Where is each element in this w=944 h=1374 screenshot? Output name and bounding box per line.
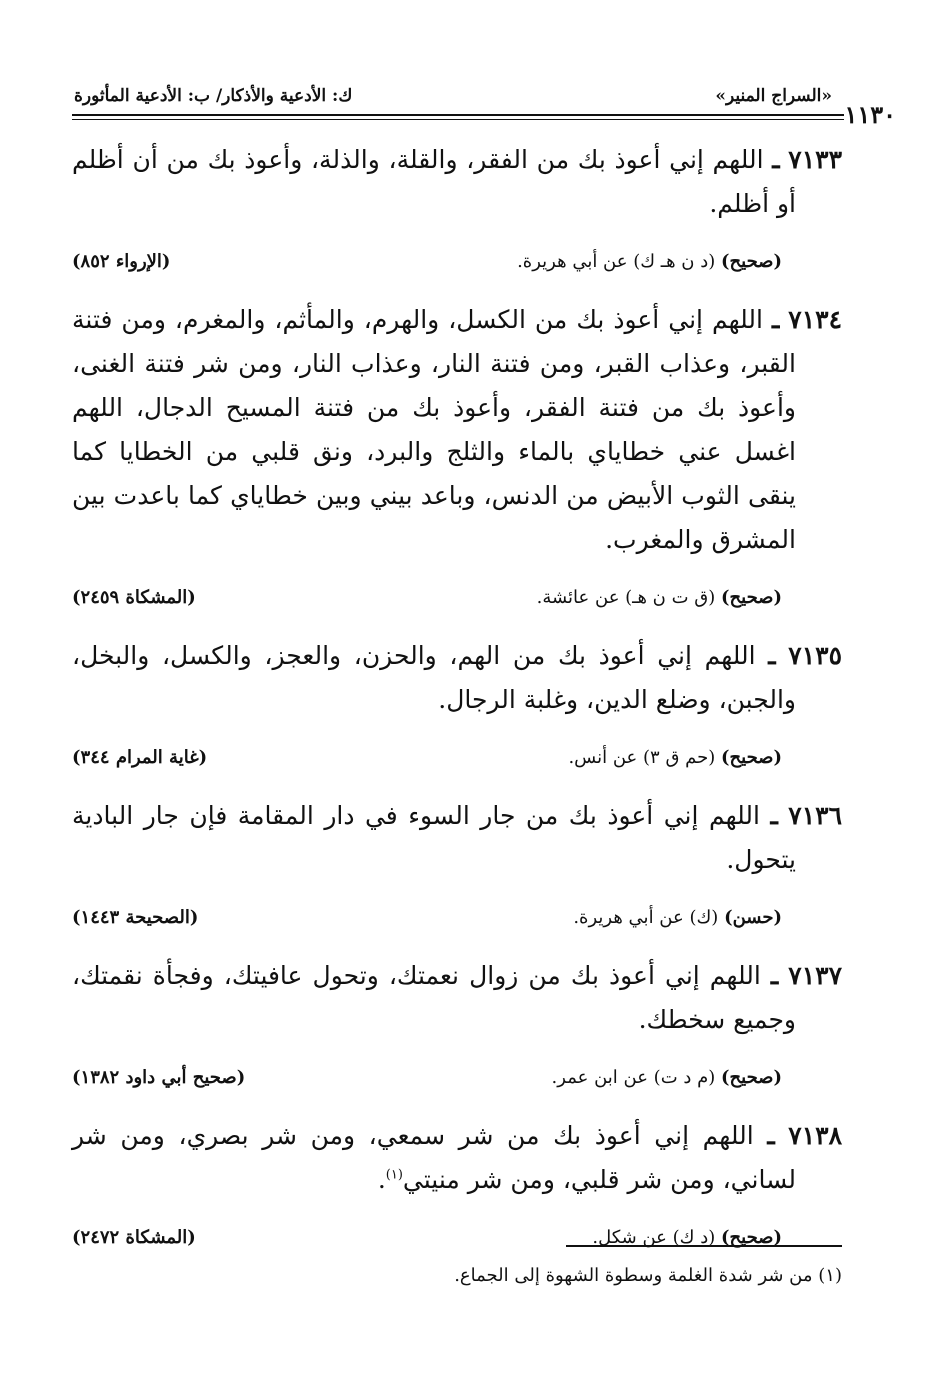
- hadith-grade: (صحيح): [721, 1227, 782, 1248]
- hadith-attribution: [552, 1062, 782, 1094]
- footnote-separator-rule: [566, 1245, 842, 1247]
- hadith-number-separator: ـ: [770, 961, 779, 990]
- hadith-text-block: [72, 138, 842, 226]
- hadith-reference: (المشكاة ٢٤٥٩): [72, 587, 196, 608]
- hadith-attribution: [573, 902, 782, 934]
- hadith-entry: [72, 634, 842, 774]
- hadith-text-block: [72, 1114, 842, 1202]
- hadith-text-block: [72, 794, 842, 882]
- hadith-text-end: .: [377, 1165, 386, 1194]
- hadith-list: [72, 138, 842, 1274]
- page-number: ١١٣٠: [844, 100, 896, 129]
- hadith-entry: [72, 298, 842, 614]
- hadith-number-separator: ـ: [770, 801, 778, 830]
- hadith-attribution: [517, 246, 782, 278]
- hadith-text: اللهم إني أعوذ بك من الهم، والحزن، والعجز، والكسل، والبخل، والجبن، وضلع الدين، وغلبة الرجال.: [72, 641, 796, 714]
- footnote-mark: (١): [818, 1265, 842, 1286]
- hadith-text: اللهم إني أعوذ بك من جار السوء في دار المقامة فإن جار البادية يتحول.: [72, 801, 796, 874]
- running-chapter-title: ك: الأدعية والأذكار/ ب: الأدعية المأثورة: [74, 86, 353, 106]
- hadith-number: ٧١٣٦: [788, 801, 843, 830]
- hadith-text: اللهم إني أعوذ بك من شر سمعي، ومن شر بصري، ومن شر لساني، ومن شر قلبي، ومن شر منيتي: [72, 1121, 796, 1194]
- hadith-entry: [72, 954, 842, 1094]
- hadith-text-block: [72, 954, 842, 1042]
- hadith-text: اللهم إني أعوذ بك من زوال نعمتك، وتحول عافيتك، وفجأة نقمتك، وجميع سخطك.: [72, 961, 796, 1034]
- hadith-number-separator: ـ: [772, 145, 780, 174]
- hadith-number: ٧١٣٣: [788, 145, 842, 174]
- hadith-reference: (غاية المرام ٣٤٤): [72, 747, 208, 768]
- hadith-entry: [72, 138, 842, 278]
- hadith-number: ٧١٣٥: [788, 641, 842, 670]
- hadith-sources: (م د ت) عن ابن عمر.: [551, 1067, 716, 1088]
- hadith-source-line: [72, 246, 842, 278]
- hadith-sources: (ق ت ن هـ) عن عائشة.: [536, 587, 716, 608]
- hadith-text: اللهم إني أعوذ بك من الكسل، والهرم، والمأثم، والمغرم، ومن فتنة القبر، وعذاب القبر، ومن فتنة النار، وعذاب النار، ومن شر فتنة الغنى، وأعوذ بك من فتنة الفقر، وأعوذ بك من فتنة المسيح الدجال، اللهم اغسل عني خطاياي بالماء والثلج والبرد، ونق قلبي من الخطايا كما ينقى الثوب الأبيض من الدنس، وباعد بيني وبين خطاياي كما باعدت بين المشرق والمغرب.: [72, 305, 796, 554]
- hadith-attribution: [568, 742, 782, 774]
- hadith-reference: (المشكاة ٢٤٧٢): [72, 1227, 196, 1248]
- footnote-text: من شر شدة الغلمة وسطوة الشهوة إلى الجماع.: [454, 1265, 813, 1286]
- hadith-number-separator: ـ: [771, 305, 780, 334]
- hadith-sources: (ك) عن أبي هريرة.: [573, 907, 719, 928]
- hadith-reference: (الصحيحة ١٤٤٣): [72, 907, 199, 928]
- hadith-number-separator: ـ: [768, 641, 776, 670]
- hadith-number: ٧١٣٤: [788, 305, 843, 334]
- hadith-text-block: [72, 634, 842, 722]
- hadith-entry: [72, 1114, 842, 1254]
- hadith-grade: (صحيح): [721, 251, 782, 272]
- footnote-reference-mark[interactable]: (١): [385, 1167, 403, 1183]
- hadith-sources: (د ن هـ ك) عن أبي هريرة.: [517, 251, 716, 272]
- hadith-attribution: [537, 582, 782, 614]
- hadith-entry: [72, 794, 842, 934]
- running-book-title: «السراج المنير»: [715, 86, 832, 106]
- footnote: [454, 1262, 842, 1290]
- hadith-grade: (حسن): [724, 907, 782, 928]
- hadith-source-line: [72, 1062, 842, 1094]
- hadith-source-line: [72, 582, 842, 614]
- hadith-number-separator: ـ: [767, 1121, 775, 1150]
- hadith-grade: (صحيح): [721, 1067, 782, 1088]
- hadith-sources: (حم ق ٣) عن أنس.: [568, 747, 716, 768]
- hadith-reference: (الإرواء ٨٥٢): [72, 251, 171, 272]
- hadith-source-line: [72, 902, 842, 934]
- hadith-grade: (صحيح): [721, 747, 782, 768]
- header-rule-thick: [72, 114, 844, 116]
- hadith-number: ٧١٣٧: [788, 961, 842, 990]
- hadith-reference: (صحيح أبي داود ١٣٨٢): [72, 1067, 246, 1088]
- hadith-text-block: [72, 298, 842, 562]
- hadith-source-line: [72, 742, 842, 774]
- hadith-attribution: [592, 1222, 782, 1254]
- hadith-grade: (صحيح): [721, 587, 782, 608]
- hadith-sources: (د ك) عن شكل.: [592, 1227, 716, 1248]
- hadith-number: ٧١٣٨: [788, 1121, 843, 1150]
- hadith-text: اللهم إني أعوذ بك من الفقر، والقلة، والذلة، وأعوذ بك من أن أظلم أو أظلم.: [72, 145, 796, 218]
- header-rule-thin: [72, 119, 844, 120]
- hadith-source-line: [72, 1222, 842, 1254]
